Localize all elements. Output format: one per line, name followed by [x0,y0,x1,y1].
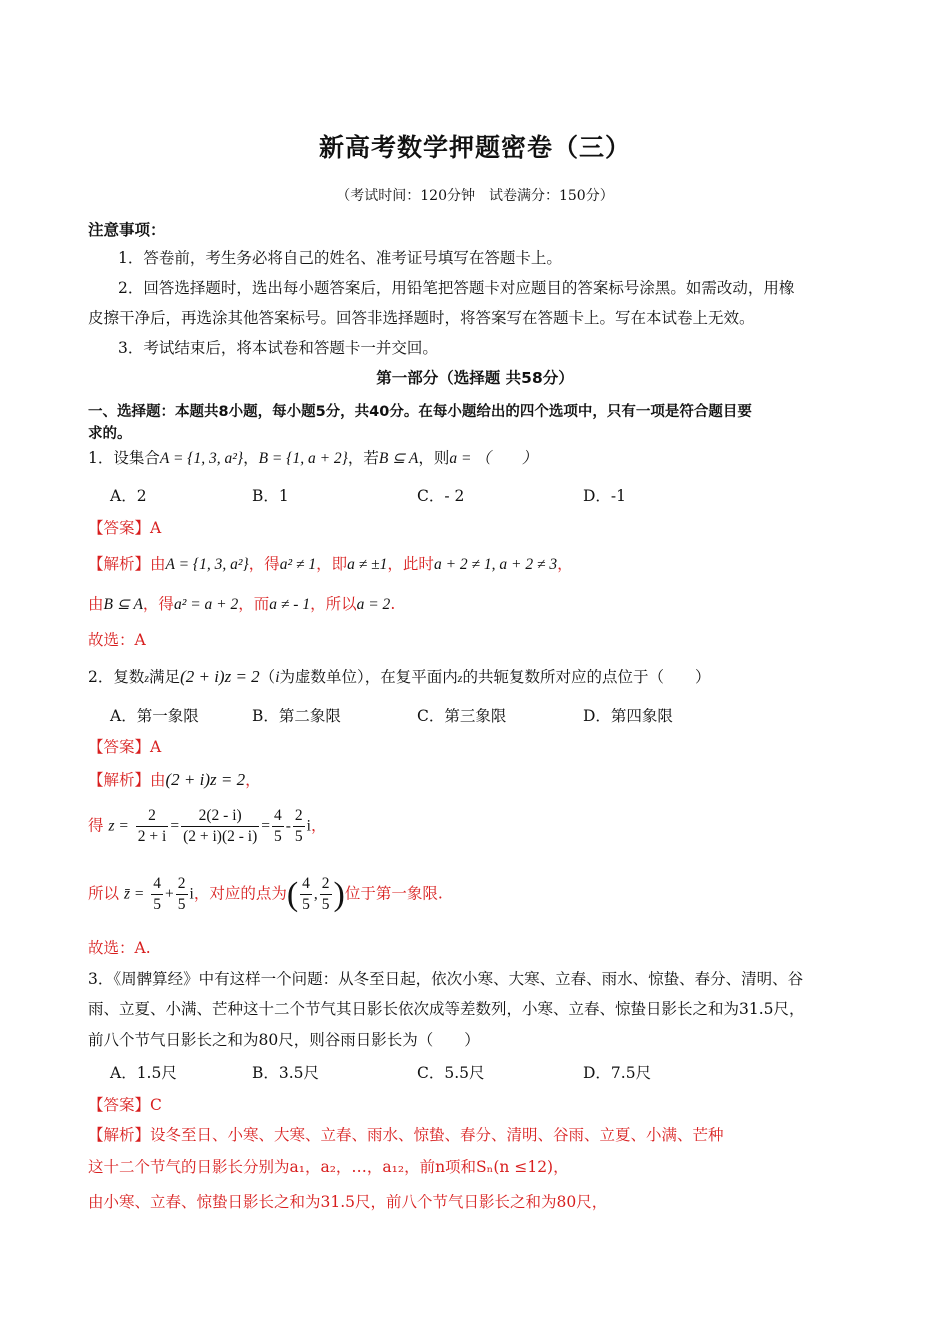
formula: a + 2 ≠ 1, a + 2 ≠ 3 [433,556,558,573]
option-d: D．7.5尺 [583,1064,652,1082]
formula: B = {1, a + 2} [258,450,348,467]
denominator: 5 [302,896,310,913]
option-b: B．1 [252,487,289,505]
option-a: A．2 [110,487,147,505]
fraction [272,806,284,847]
fraction [181,806,259,847]
option-d: D．第四象限 [583,707,673,725]
option-a: A．1.5尺 [110,1064,177,1082]
notice-item: 1．答卷前，考生务必将自己的姓名、准考证号填写在答题卡上。 [118,249,562,267]
formula: z̄ = [123,885,145,903]
explanation-text: ， [310,816,327,835]
explanation-text: 位于第一象限. [344,884,443,903]
explanation-text: ，即 [316,555,348,573]
fraction [293,806,305,847]
denominator: (2 + i)(2 - i) [183,828,258,845]
question-3: 雨、立夏、小满、芒种这十二个节气其日影长依次成等差数列，小寒、立春、惊蛰日影长之和为31.5尺， [88,1000,805,1018]
question-1 [88,446,537,468]
explanation-text: ，得 [248,555,280,573]
formula: a ≠ - 1 [269,596,311,613]
explanation-fraction-line: 得 z = $\frac{2}{2 + i}$ = $\frac{2(2 - i)}{(2 + i)(2 - i)}$ = $\frac{4}{5}$ - $\frac{2}{5}$ i， [88,807,327,845]
section-instructions: 求的。 [88,426,132,442]
operator: - [285,817,291,835]
option-b: B．第二象限 [252,707,341,725]
question-2 [88,665,710,687]
page-title: 新高考数学押题密卷（三） [318,133,631,162]
option-c: C．- 2 [417,487,465,505]
formula: i [189,885,194,903]
denominator: 5 [153,896,162,913]
explanation-text: ，而 [238,595,270,613]
denominator: 5 [274,828,282,845]
denominator: 5 [177,896,186,913]
formula: z [144,671,150,685]
punct: ， [243,449,259,467]
question-text: 2．复数 [88,668,145,686]
explanation [88,768,261,790]
conclusion: 故选：A. [88,939,151,957]
question-text: 满足 [149,668,181,686]
question-text: ，若 [347,449,379,467]
numerator: 2(2 - i) [181,806,259,827]
question-3: 前八个节气日影长之和为80尺，则谷雨日影长为（ ） [88,1031,480,1049]
explanation-fraction-line: 所以 z̄ = $\frac{4}{5}$ + $\frac{2}{5}$ i，对应的点为( $\frac{4}{5}$ , $\frac{2}{5}$ )位于第一象限. [88,875,443,913]
conclusion: 故选：A [88,631,146,649]
denominator: 5 [294,828,303,845]
fraction [300,874,312,915]
fraction [136,806,169,847]
formula: z = [108,817,129,835]
explanation-text: ，所以 [310,595,357,613]
formula: z [457,671,463,685]
explanation-text: 得 [88,816,104,835]
numerator: 4 [151,874,163,895]
option-d: D．-1 [583,487,627,505]
explanation-text: . [390,595,396,613]
explanation: 【解析】设冬至日、小寒、大寒、立春、雨水、惊蛰、春分、清明、谷雨、立夏、小满、芒种 [88,1126,724,1144]
denominator: 2 + i [137,828,167,845]
option-a: A．第一象限 [110,707,199,725]
numerator: 2 [136,806,169,827]
formula: (2 + i)z = 2 [165,770,246,789]
exam-info: （考试时间：120分钟 试卷满分：150分） [336,188,614,204]
explanation: 这十二个节气的日影长分别为a₁，a₂，…，a₁₂，前n项和Sₙ(n ≤12)， [88,1158,569,1176]
explanation-text: 所以 [88,884,120,903]
formula: A = {1, 3, a²} [159,450,244,467]
notice-item: 皮擦干净后，再选涂其他答案标号。回答非选择题时，将答案写在答题卡上。写在本试卷上无效。 [88,309,755,327]
explanation-text: ，对应的点为 [193,884,287,903]
explanation: 由小寒、立春、惊蛰日影长之和为31.5尺，前八个节气日影长之和为80尺， [88,1193,608,1211]
explanation-label: 【解析】由 [88,555,166,573]
explanation-text: ， [245,771,261,789]
operator: + [165,885,174,903]
option-c: C．5.5尺 [417,1064,485,1082]
formula: B ⊆ A [103,596,143,613]
formula: a ≠ ±1 [347,556,388,573]
formula: a² ≠ 1 [279,556,317,573]
numerator: 4 [272,806,284,827]
numerator: 4 [300,874,312,895]
part-heading: 第一部分（选择题 共58分） [376,369,574,387]
explanation-text: 由 [88,595,104,613]
formula: B ⊆ A [378,450,419,467]
formula: a = 2 [356,596,391,613]
notice-item: 3．考试结束后，将本试卷和答题卡一并交回。 [118,339,438,357]
explanation-text: ，得 [142,595,174,613]
formula: (2 + i)z = 2 [180,667,260,686]
question-text: 1．设集合 [88,449,160,467]
numerator: 2 [293,806,305,827]
option-b: B．3.5尺 [252,1064,320,1082]
question-text: ，则 [418,449,450,467]
numerator: 2 [320,874,332,895]
explanation-text: ，此时 [387,555,434,573]
fraction [151,874,163,915]
answer: 【答案】A [88,519,162,537]
formula: i [275,669,280,686]
explanation-label: 【解析】由 [88,771,166,789]
denominator: 5 [321,896,330,913]
notice-item: 2．回答选择题时，选出每小题答案后，用铅笔把答题卡对应题目的答案标号涂黑。如需改动，用橡 [118,279,795,297]
formula: i [306,817,311,835]
question-3: 3．《周髀算经》中有这样一个问题：从冬至日起，依次小寒、大寒、立春、雨水、惊蛰、春分、清明、谷 [88,970,804,988]
formula: A = {1, 3, a²} [165,556,249,573]
formula: a² = a + 2 [173,596,239,613]
question-text: （ [259,668,276,686]
answer: 【答案】A [88,738,162,756]
explanation [88,592,395,614]
numerator: 2 [176,874,188,895]
section-instructions: 一、选择题：本题共8小题，每小题5分，共40分。在每小题给出的四个选项中，只有一项是符合题目要 [88,404,752,420]
question-text: 的共轭复数所对应的点位于（ ） [462,668,711,686]
explanation-text: ， [557,555,573,573]
fraction [176,874,188,915]
explanation [88,552,573,574]
question-text: 为虚数单位），在复平面内 [279,668,458,686]
notice-heading: 注意事项： [88,221,166,239]
formula: a = （ ） [449,450,538,467]
answer: 【答案】C [88,1096,162,1114]
fraction [320,874,332,915]
option-c: C．第三象限 [417,707,507,725]
